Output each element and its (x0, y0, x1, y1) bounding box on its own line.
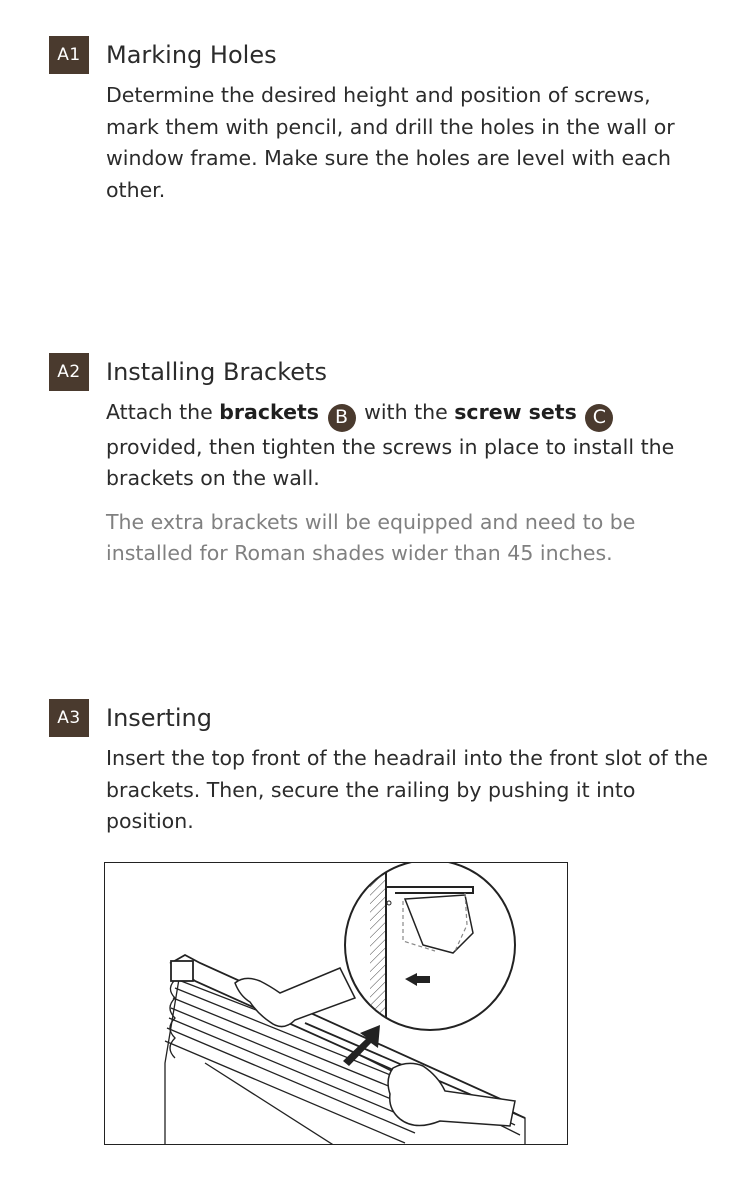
brackets-term: brackets (219, 400, 320, 424)
step-description (106, 397, 709, 495)
right-hand (388, 1063, 515, 1126)
installation-illustration (104, 862, 568, 1145)
step-title: Installing Brackets (106, 358, 327, 386)
step-badge: A1 (49, 36, 89, 74)
step-a3 (49, 699, 709, 838)
detail-callout (345, 863, 515, 1033)
step-header (49, 353, 709, 391)
screw-sets-term: screw sets (454, 400, 577, 424)
text-segment: Attach the (106, 400, 220, 424)
step-title: Marking Holes (106, 41, 277, 69)
step-badge: A2 (49, 353, 89, 391)
step-description: Insert the top front of the headrail into the front slot of the brackets. Then, secure the railing by pushing it into position. (106, 746, 708, 833)
step-header (49, 699, 709, 737)
step-title: Inserting (106, 704, 212, 732)
headrail-insertion-drawing (105, 863, 568, 1145)
step-note: The extra brackets will be equipped and need to be installed for Roman shades wider than 45 inches. (106, 509, 636, 566)
part-b-marker: B (328, 404, 356, 432)
step-badge: A3 (49, 699, 89, 737)
text-segment: with the (357, 400, 455, 424)
step-a1 (49, 36, 709, 206)
step-header (49, 36, 709, 74)
part-c-marker: C (585, 404, 613, 432)
step-a2 (49, 353, 709, 570)
text-segment: provided, then tighten the screws in place to install the brackets on the wall. (106, 434, 675, 491)
step-description: Determine the desired height and position of screws, mark them with pencil, and drill the holes in the wall or window frame. Make sure the holes are level with each other. (106, 83, 675, 202)
